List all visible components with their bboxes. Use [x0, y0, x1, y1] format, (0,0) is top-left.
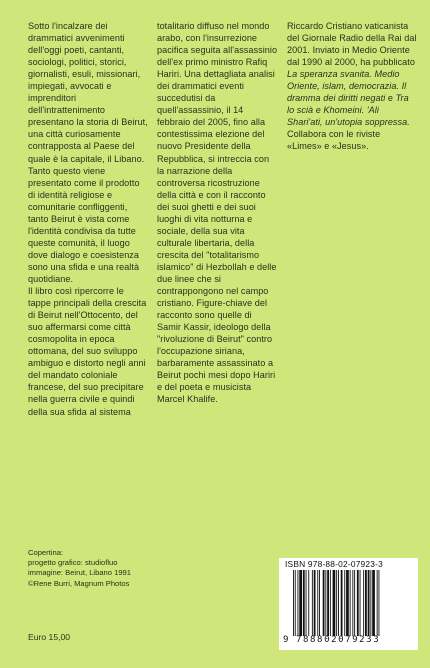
synopsis-column-2 — [157, 20, 278, 406]
isbn-number: ISBN 978-88-02-07923-3 — [285, 559, 383, 569]
barcode-graphic — [293, 570, 412, 636]
author-bio-intro: Riccardo Cristiano vaticanista del Giornale Radio della Rai dal 2001. Inviato in Medio Oriente dal 1990 al 2000, ha pubblicato — [287, 21, 417, 68]
credits-image: immagine: Beirut, Libano 1991 — [28, 568, 132, 578]
cover-credits — [28, 548, 178, 589]
author-bio-outro: Collabora con le riviste «Limes» e «Jesus». — [287, 129, 381, 152]
credits-design: progetto grafico: studiofluo — [28, 558, 118, 568]
book-title-1: La speranza svanita. Medio Oriente, islam, democrazia. Il dramma dei diritti negati — [287, 69, 407, 104]
barcode-digit-string: 788802079233 — [296, 635, 381, 645]
synopsis-paragraph-1: Sotto l'incalzare dei drammatici avvenimenti dell'oggi poeti, cantanti, sociologi, politici, storici, giornalisti, esuli, missionari, impiegati, avvocati e imprenditori dell'intrattenimento presentano la storia di Beirut, una città curiosamente contrapposta al Paese del quale è la capitale, il Libano. Tanto questo viene presentato come il prodotto di identità religiose e comunitarie confliggenti, tanto Beirut è vista come l'identità condivisa da tutte queste comunità, il luogo dove dialogo e coesistenza sono una sfida e una realtà quotidiane. — [28, 21, 148, 284]
author-bio — [287, 20, 417, 153]
synopsis-paragraph-3: totalitario diffuso nel mondo arabo, con l'insurrezione pacifica seguita all'assassinio dell'ex primo ministro Rafiq Hariri. Una dettagliata analisi dei drammatici eventi succedutisi da quell'assassinio, il 14 febbraio del 2005, fino alla contestissima elezione del nuovo Presidente della Repubblica, si intreccia con la narrazione della controversa ricostruzione della città e con il racconto dei suoi ghetti e dei suoi luoghi di vita notturna e sociale, della sua vita culturale libertaria, della crescita del "totalitarismo islamico" di Hezbollah e delle due linee che si contrappongono nel campo cristiano. Figure-chiave del racconto sono quelle di Samir Kassir, ideologo della "rivoluzione di Beirut" contro l'occupazione siriana, barbaramente assassinato a Beirut pochi mesi dopo Hariri e del poeta e musicista Marcel Khalife. — [157, 21, 278, 405]
author-bio-text — [287, 20, 417, 153]
author-bio-join: e — [385, 93, 396, 104]
credits-copyright: ©Rene Burri, Magnum Photos — [28, 578, 130, 588]
isbn-barcode-box — [279, 558, 418, 650]
price-label: Euro 15,00 — [28, 632, 71, 642]
synopsis-column-1 — [28, 20, 148, 418]
barcode-lead-digit: 9 — [283, 635, 291, 645]
synopsis-paragraph-2: Il libro così ripercorre le tappe principali della crescita di Beirut nell'Ottocento, del suo affermarsi come città cosmopolita in epoca ottomana, del suo sviluppo ambiguo e distorto negli anni del mandato coloniale francese, del suo precipitare nella guerra civile e quindi della sua sfida al sistema — [28, 286, 147, 417]
book-title-2: Tra lo scià e Khomeini. 'Ali Shari'ati, un'utopia soppressa. — [287, 93, 410, 128]
credits-heading: Copertina: — [28, 548, 64, 557]
